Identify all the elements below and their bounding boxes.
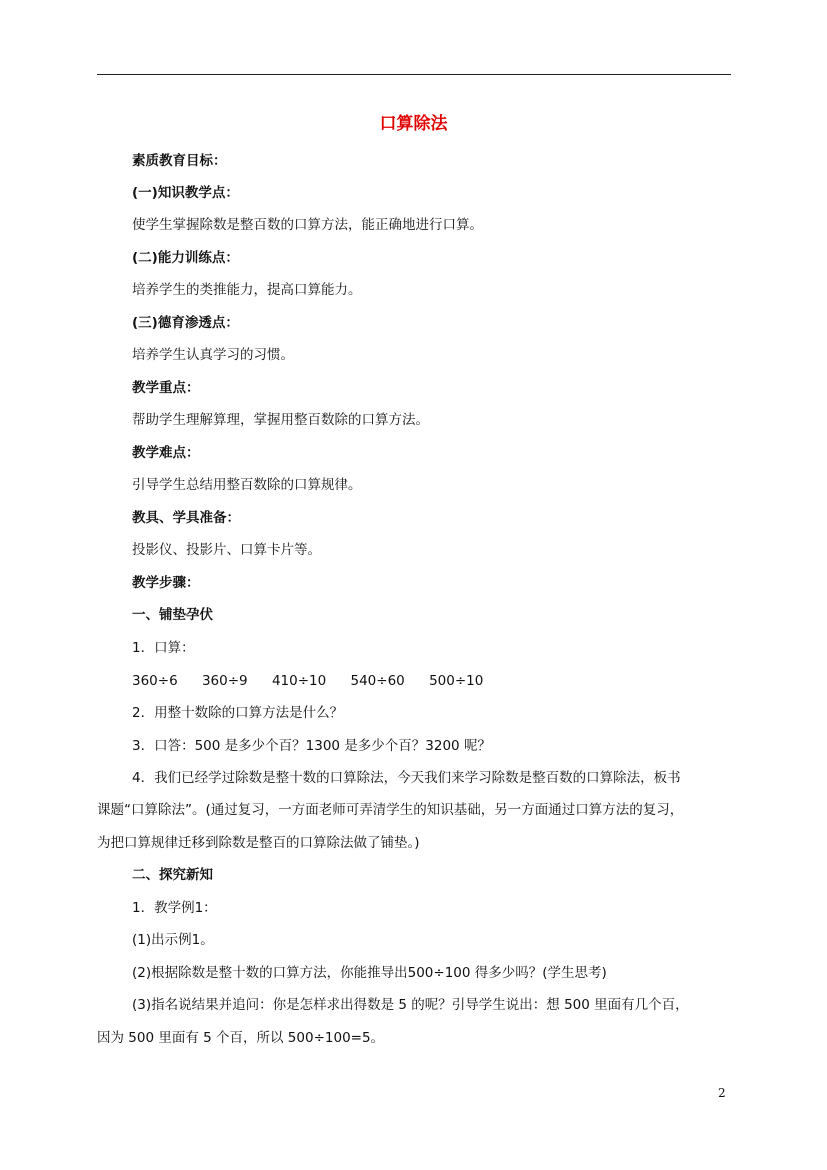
ability-heading: (二)能力训练点：	[132, 250, 239, 266]
section-2-heading: 二、探究新知	[132, 867, 213, 883]
calc-item: 360÷9	[201, 673, 248, 689]
section-1-item-4-line-3: 为把口算规律迁移到除数是整百的口算除法做了铺垫。)	[97, 835, 420, 851]
section-1-heading: 一、铺垫孕伏	[132, 607, 213, 623]
tools-heading: 教具、学具准备：	[132, 510, 240, 526]
calc-item: 500÷10	[429, 673, 484, 689]
goals-heading: 素质教育目标：	[132, 153, 227, 169]
page-title: 口算除法	[379, 114, 448, 134]
steps-heading: 教学步骤：	[132, 575, 200, 591]
section-2-para-3-line-1: (3)指名说结果并追问：你是怎样求出得数是 5 的呢？引导学生说出：想 500 里面有几个百，	[132, 997, 689, 1013]
calc-list	[132, 671, 483, 691]
section-1-item-4-line-1: 4．我们已经学过除数是整十数的口算除法，今天我们来学习除数是整百数的口算除法，板书	[132, 770, 681, 786]
difficulty-text: 引导学生总结用整百数除的口算规律。	[132, 477, 362, 493]
key-point-text: 帮助学生理解算理，掌握用整百数除的口算方法。	[132, 412, 429, 428]
section-1-item-4-line-2: 课题“口算除法”。(通过复习，一方面老师可弄清学生的知识基础，另一方面通过口算方法的复习，	[97, 802, 684, 818]
section-1-item-1: 1．口算：	[132, 640, 195, 656]
calc-item: 360÷6	[132, 673, 178, 689]
section-2-para-3-line-2: 因为 500 里面有 5 个百，所以 500÷100=5。	[97, 1030, 385, 1046]
calc-item: 540÷60	[350, 673, 405, 689]
section-1-item-2: 2．用整十数除的口算方法是什么？	[132, 705, 344, 721]
moral-text: 培养学生认真学习的习惯。	[132, 347, 294, 363]
calc-item: 410÷10	[271, 673, 327, 689]
knowledge-heading: (一)知识教学点：	[132, 185, 239, 201]
tools-text: 投影仪、投影片、口算卡片等。	[132, 542, 321, 558]
moral-heading: (三)德育渗透点：	[132, 315, 239, 331]
section-2-item-1: 1．教学例1：	[132, 900, 217, 916]
section-2-para-1: (1)出示例1。	[132, 932, 214, 948]
ability-text: 培养学生的类推能力，提高口算能力。	[132, 282, 362, 298]
section-1-item-3: 3．口答：500 是多少个百？1300 是多少个百？3200 呢？	[132, 738, 491, 754]
header-rule	[97, 74, 731, 75]
page-number: 2	[718, 1086, 726, 1100]
difficulty-heading: 教学难点：	[132, 445, 200, 461]
knowledge-text: 使学生掌握除数是整百数的口算方法，能正确地进行口算。	[132, 217, 483, 233]
section-2-para-2: (2)根据除数是整十数的口算方法，你能推导出500÷100 得多少吗？(学生思考)	[132, 965, 607, 981]
key-point-heading: 教学重点：	[132, 380, 200, 396]
